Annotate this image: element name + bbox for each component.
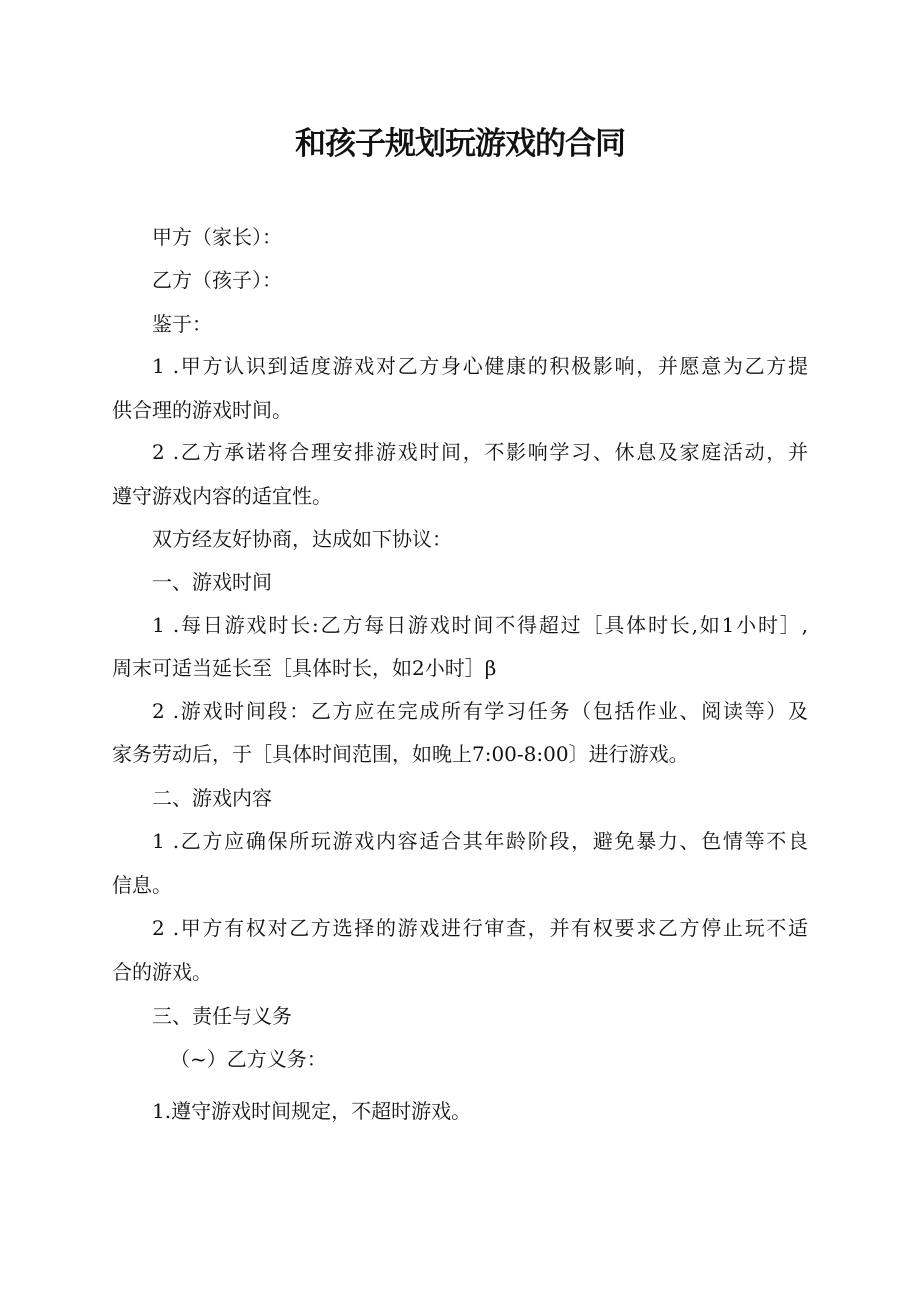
section-2-item-2-line-1: 2 .甲方有权对乙方选择的游戏进行审查，并有权要求乙方停止玩不适	[152, 916, 808, 940]
section-2-item-1-line-2: 信息。	[112, 873, 172, 897]
agreement-intro: 双方经友好协商，达成如下协议：	[152, 527, 452, 551]
section-3-subheading-party-b-duties: （~）乙方义务：	[170, 1047, 327, 1071]
section-3-heading: 三、责任与义务	[152, 1004, 292, 1028]
whereas-item-2-line-2: 遵守游戏内容的适宜性。	[112, 484, 332, 508]
whereas-item-1-line-1: 1 .甲方认识到适度游戏对乙方身心健康的积极影响，并愿意为乙方提	[152, 354, 808, 378]
section-2-heading: 二、游戏内容	[152, 786, 272, 810]
document-title: 和孩子规划玩游戏的合同	[295, 126, 625, 162]
party-b-line: 乙方（孩子）：	[152, 268, 282, 292]
section-2-item-2-line-2: 合的游戏。	[112, 960, 212, 984]
whereas-item-2-line-1: 2 .乙方承诺将合理安排游戏时间，不影响学习、休息及家庭活动，并	[152, 440, 808, 464]
section-1-item-2-line-2: 家务劳动后，于［具体时间范围，如晚上7:00-8:00〕进行游戏。	[112, 742, 689, 766]
section-2-item-1-line-1: 1 .乙方应确保所玩游戏内容适合其年龄阶段，避免暴力、色情等不良	[152, 829, 808, 853]
party-a-line: 甲方（家长）：	[152, 225, 282, 249]
section-1-item-1-line-1: 1 .每日游戏时长:乙方每日游戏时间不得超过［具体时长,如1小时］,	[152, 613, 808, 637]
section-1-heading: 一、游戏时间	[152, 570, 272, 594]
section-3-item-1: 1.遵守游戏时间规定，不超时游戏。	[152, 1099, 472, 1123]
section-1-item-2-line-1: 2 .游戏时间段：乙方应在完成所有学习任务（包括作业、阅读等）及	[152, 699, 808, 723]
section-1-item-1-line-2: 周末可适当延长至［具体时长，如2小时］β	[112, 656, 497, 680]
whereas-heading: 鉴于：	[152, 312, 212, 336]
whereas-item-1-line-2: 供合理的游戏时间。	[112, 398, 292, 422]
